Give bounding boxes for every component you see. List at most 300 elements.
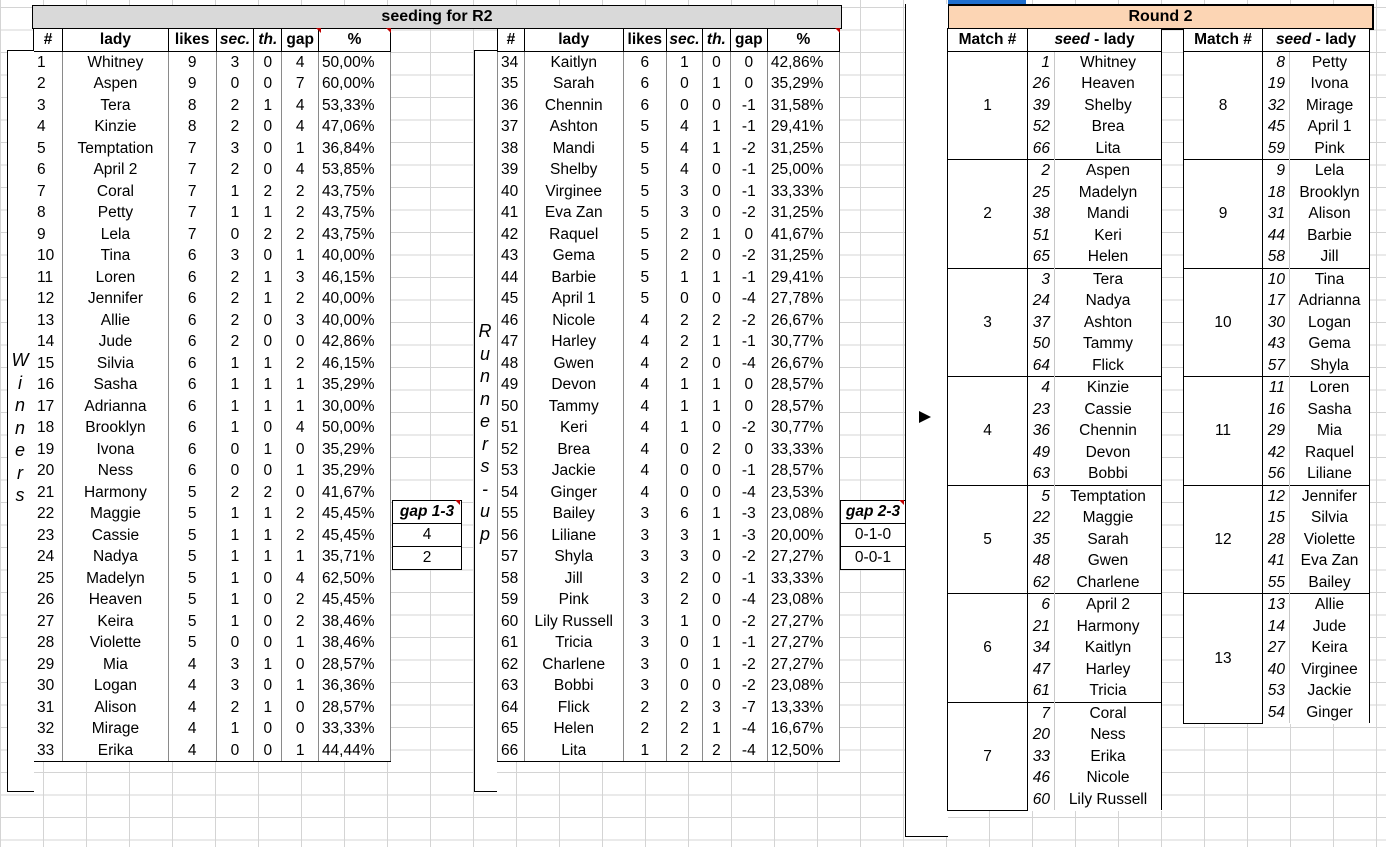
table-cell[interactable]: 66 xyxy=(498,740,525,762)
table-cell[interactable]: 5 xyxy=(623,267,666,289)
seed-number[interactable]: 41 xyxy=(1263,550,1290,572)
table-cell[interactable]: 4 xyxy=(34,116,63,138)
table-cell[interactable]: 34 xyxy=(498,51,525,73)
table-cell[interactable]: 33,33% xyxy=(767,568,839,590)
table-cell[interactable]: 0 xyxy=(282,482,319,504)
table-cell[interactable]: 1 xyxy=(666,396,702,418)
seed-number[interactable]: 12 xyxy=(1263,485,1290,507)
table-cell[interactable]: 38,46% xyxy=(318,611,390,633)
table-cell[interactable]: 17 xyxy=(34,396,63,418)
table-cell[interactable]: 4 xyxy=(623,353,666,375)
table-cell[interactable]: 35 xyxy=(498,73,525,95)
table-cell[interactable]: 2 xyxy=(282,288,319,310)
table-cell[interactable]: -4 xyxy=(730,353,767,375)
lady-name[interactable]: Ashton xyxy=(1055,312,1162,334)
table-cell[interactable]: 6 xyxy=(666,503,702,525)
table-cell[interactable]: 0 xyxy=(254,460,282,482)
table-cell[interactable]: 5 xyxy=(623,181,666,203)
table-cell[interactable]: 0 xyxy=(666,632,702,654)
lady-name[interactable]: Pink xyxy=(1290,138,1370,160)
lady-name[interactable]: Erika xyxy=(1055,746,1162,768)
table-cell[interactable]: 7 xyxy=(168,224,216,246)
table-cell[interactable]: 4 xyxy=(623,374,666,396)
table-cell[interactable]: Heaven xyxy=(63,589,168,611)
table-cell[interactable]: 5 xyxy=(168,546,216,568)
table-cell[interactable]: 6 xyxy=(168,460,216,482)
table-cell[interactable]: 3 xyxy=(666,202,702,224)
table-cell[interactable]: Allie xyxy=(63,310,168,332)
table-cell[interactable]: Bailey xyxy=(524,503,623,525)
table-cell[interactable]: 1 xyxy=(254,353,282,375)
table-cell[interactable]: 6 xyxy=(168,267,216,289)
table-cell[interactable]: 0 xyxy=(216,224,254,246)
table-cell[interactable]: 5 xyxy=(623,288,666,310)
table-cell[interactable]: 41,67% xyxy=(318,482,390,504)
seed-number[interactable]: 11 xyxy=(1263,377,1290,399)
table-cell[interactable]: 3 xyxy=(666,546,702,568)
table-cell[interactable]: 3 xyxy=(623,675,666,697)
table-cell[interactable]: Ivona xyxy=(63,439,168,461)
table-cell[interactable]: 56 xyxy=(498,525,525,547)
table-cell[interactable]: 1 xyxy=(702,503,730,525)
table-cell[interactable]: 23,08% xyxy=(767,503,839,525)
table-cell[interactable]: 28,57% xyxy=(318,654,390,676)
table-cell[interactable]: Tammy xyxy=(524,396,623,418)
lady-name[interactable]: April 1 xyxy=(1290,116,1370,138)
table-cell[interactable]: 51 xyxy=(498,417,525,439)
table-cell[interactable]: Ginger xyxy=(524,482,623,504)
table-cell[interactable]: 0 xyxy=(702,568,730,590)
seed-number[interactable]: 1 xyxy=(1028,51,1055,73)
lady-name[interactable]: Charlene xyxy=(1055,572,1162,594)
table-cell[interactable]: 1 xyxy=(216,396,254,418)
table-cell[interactable]: 1 xyxy=(666,51,702,73)
seed-number[interactable]: 23 xyxy=(1028,399,1055,421)
seed-number[interactable]: 46 xyxy=(1028,767,1055,789)
table-cell[interactable]: 65 xyxy=(498,718,525,740)
seed-number[interactable]: 35 xyxy=(1028,529,1055,551)
table-cell[interactable]: 46 xyxy=(498,310,525,332)
lady-name[interactable]: Mandi xyxy=(1055,203,1162,225)
table-cell[interactable]: 35,29% xyxy=(318,460,390,482)
table-cell[interactable]: 1 xyxy=(282,546,319,568)
table-cell[interactable]: 63 xyxy=(498,675,525,697)
table-cell[interactable]: 4 xyxy=(623,396,666,418)
table-cell[interactable]: Ness xyxy=(63,460,168,482)
lady-name[interactable]: Devon xyxy=(1055,442,1162,464)
table-cell[interactable]: April 2 xyxy=(63,159,168,181)
seed-number[interactable]: 49 xyxy=(1028,442,1055,464)
lady-name[interactable]: Lela xyxy=(1290,160,1370,182)
table-cell[interactable]: 4 xyxy=(168,675,216,697)
table-cell[interactable]: 0 xyxy=(666,439,702,461)
seed-number[interactable]: 56 xyxy=(1263,463,1290,485)
table-cell[interactable]: Gwen xyxy=(524,353,623,375)
table-cell[interactable]: 16,67% xyxy=(767,718,839,740)
seed-number[interactable]: 13 xyxy=(1263,594,1290,616)
table-cell[interactable]: 5 xyxy=(168,589,216,611)
seed-number[interactable]: 2 xyxy=(1028,160,1055,182)
table-cell[interactable]: -1 xyxy=(730,181,767,203)
table-cell[interactable]: 0 xyxy=(702,460,730,482)
seed-number[interactable]: 66 xyxy=(1028,138,1055,160)
lady-name[interactable]: Lita xyxy=(1055,138,1162,160)
table-cell[interactable]: 2 xyxy=(666,697,702,719)
table-cell[interactable]: 1 xyxy=(254,202,282,224)
table-cell[interactable]: 1 xyxy=(34,51,63,73)
table-cell[interactable]: -2 xyxy=(730,611,767,633)
table-cell[interactable]: 0 xyxy=(702,353,730,375)
table-cell[interactable]: 2 xyxy=(666,353,702,375)
table-cell[interactable]: 1 xyxy=(282,374,319,396)
lady-name[interactable]: Ginger xyxy=(1290,702,1370,724)
table-cell[interactable]: 39 xyxy=(498,159,525,181)
table-cell[interactable]: 2 xyxy=(216,267,254,289)
table-cell[interactable]: Maggie xyxy=(63,503,168,525)
table-cell[interactable]: 4 xyxy=(623,331,666,353)
lady-name[interactable]: Flick xyxy=(1055,355,1162,377)
table-cell[interactable]: Harley xyxy=(524,331,623,353)
table-cell[interactable]: 8 xyxy=(168,95,216,117)
table-cell[interactable]: 0 xyxy=(254,718,282,740)
table-cell[interactable]: 2 xyxy=(702,310,730,332)
table-cell[interactable]: 5 xyxy=(168,632,216,654)
table-cell[interactable]: 0 xyxy=(702,159,730,181)
lady-name[interactable]: Violette xyxy=(1290,529,1370,551)
table-cell[interactable]: 1 xyxy=(216,546,254,568)
lady-name[interactable]: Tina xyxy=(1290,268,1370,290)
table-cell[interactable]: 3 xyxy=(666,181,702,203)
table-cell[interactable]: 15 xyxy=(34,353,63,375)
table-cell[interactable]: 27,27% xyxy=(767,611,839,633)
lady-name[interactable]: Virginee xyxy=(1290,659,1370,681)
table-cell[interactable]: Lily Russell xyxy=(524,611,623,633)
table-cell[interactable]: 9 xyxy=(34,224,63,246)
seed-number[interactable]: 40 xyxy=(1263,659,1290,681)
table-cell[interactable]: -2 xyxy=(730,202,767,224)
table-cell[interactable]: 3 xyxy=(623,589,666,611)
table-cell[interactable]: 0 xyxy=(254,116,282,138)
table-cell[interactable]: 11 xyxy=(34,267,63,289)
table-cell[interactable]: 1 xyxy=(254,267,282,289)
table-cell[interactable]: 2 xyxy=(254,181,282,203)
table-cell[interactable]: 0 xyxy=(666,460,702,482)
table-cell[interactable]: Loren xyxy=(63,267,168,289)
table-cell[interactable]: Lita xyxy=(524,740,623,762)
table-cell[interactable]: 1 xyxy=(216,202,254,224)
table-cell[interactable]: 50,00% xyxy=(318,51,390,73)
seed-number[interactable]: 44 xyxy=(1263,225,1290,247)
table-cell[interactable]: 6 xyxy=(623,73,666,95)
table-cell[interactable]: 1 xyxy=(702,224,730,246)
table-cell[interactable]: 1 xyxy=(702,331,730,353)
table-cell[interactable]: 9 xyxy=(168,73,216,95)
table-cell[interactable]: -1 xyxy=(730,632,767,654)
table-cell[interactable]: Pink xyxy=(524,589,623,611)
table-cell[interactable]: 1 xyxy=(216,611,254,633)
table-cell[interactable]: 1 xyxy=(216,568,254,590)
table-cell[interactable]: 55 xyxy=(498,503,525,525)
table-cell[interactable]: 2 xyxy=(666,740,702,762)
lady-name[interactable]: Keira xyxy=(1290,637,1370,659)
table-cell[interactable]: Eva Zan xyxy=(524,202,623,224)
table-cell[interactable]: 7 xyxy=(34,181,63,203)
seed-number[interactable]: 6 xyxy=(1028,594,1055,616)
table-cell[interactable]: 3 xyxy=(216,138,254,160)
table-cell[interactable]: 0 xyxy=(730,374,767,396)
table-cell[interactable]: 1 xyxy=(254,546,282,568)
seed-number[interactable]: 64 xyxy=(1028,355,1055,377)
table-cell[interactable]: 40,00% xyxy=(318,245,390,267)
table-cell[interactable]: 6 xyxy=(623,95,666,117)
table-cell[interactable]: 3 xyxy=(666,525,702,547)
table-cell[interactable]: 1 xyxy=(282,245,319,267)
match-number[interactable]: 7 xyxy=(948,702,1028,810)
table-cell[interactable]: 0 xyxy=(702,181,730,203)
table-cell[interactable]: 1 xyxy=(254,95,282,117)
table-cell[interactable]: 43,75% xyxy=(318,202,390,224)
table-cell[interactable]: 2 xyxy=(666,568,702,590)
table-cell[interactable]: 0 xyxy=(216,632,254,654)
table-cell[interactable]: 30,77% xyxy=(767,417,839,439)
table-cell[interactable]: 29 xyxy=(34,654,63,676)
lady-name[interactable]: Tammy xyxy=(1055,333,1162,355)
table-cell[interactable]: 30,00% xyxy=(318,396,390,418)
table-cell[interactable]: 0 xyxy=(702,202,730,224)
seed-number[interactable]: 21 xyxy=(1028,616,1055,638)
lady-name[interactable]: Tera xyxy=(1055,268,1162,290)
table-cell[interactable]: 0 xyxy=(702,417,730,439)
table-cell[interactable]: 1 xyxy=(623,740,666,762)
table-cell[interactable]: 2 xyxy=(254,482,282,504)
table-cell[interactable]: 48 xyxy=(498,353,525,375)
lady-name[interactable]: Jill xyxy=(1290,246,1370,268)
table-cell[interactable]: -1 xyxy=(730,331,767,353)
table-cell[interactable]: 3 xyxy=(623,525,666,547)
table-cell[interactable]: 36 xyxy=(498,95,525,117)
table-cell[interactable]: Flick xyxy=(524,697,623,719)
table-cell[interactable]: 42,86% xyxy=(318,331,390,353)
table-cell[interactable]: 59 xyxy=(498,589,525,611)
table-cell[interactable]: 1 xyxy=(254,525,282,547)
table-cell[interactable]: 5 xyxy=(168,611,216,633)
table-cell[interactable]: Helen xyxy=(524,718,623,740)
seed-number[interactable]: 30 xyxy=(1263,312,1290,334)
table-cell[interactable]: 3 xyxy=(623,503,666,525)
seed-number[interactable]: 58 xyxy=(1263,246,1290,268)
lady-name[interactable]: Adrianna xyxy=(1290,290,1370,312)
table-cell[interactable]: 4 xyxy=(168,718,216,740)
table-cell[interactable]: 5 xyxy=(168,482,216,504)
lady-name[interactable]: Liliane xyxy=(1290,463,1370,485)
table-cell[interactable]: Chennin xyxy=(524,95,623,117)
table-cell[interactable]: Petty xyxy=(63,202,168,224)
table-cell[interactable]: 16 xyxy=(34,374,63,396)
seed-number[interactable]: 55 xyxy=(1263,572,1290,594)
table-cell[interactable]: 1 xyxy=(254,439,282,461)
table-cell[interactable]: 31 xyxy=(34,697,63,719)
table-cell[interactable]: 2 xyxy=(282,181,319,203)
table-cell[interactable]: Brooklyn xyxy=(63,417,168,439)
table-cell[interactable]: Violette xyxy=(63,632,168,654)
table-cell[interactable]: 0 xyxy=(702,482,730,504)
table-cell[interactable]: 29,41% xyxy=(767,116,839,138)
table-cell[interactable]: Bobbi xyxy=(524,675,623,697)
table-cell[interactable]: 7 xyxy=(168,138,216,160)
table-cell[interactable]: Brea xyxy=(524,439,623,461)
lady-name[interactable]: Kaitlyn xyxy=(1055,637,1162,659)
table-cell[interactable]: 24 xyxy=(34,546,63,568)
seed-number[interactable]: 8 xyxy=(1263,51,1290,73)
seed-number[interactable]: 33 xyxy=(1028,746,1055,768)
table-cell[interactable]: 27 xyxy=(34,611,63,633)
table-cell[interactable]: 0 xyxy=(282,697,319,719)
table-cell[interactable]: 1 xyxy=(702,632,730,654)
table-cell[interactable]: 6 xyxy=(168,353,216,375)
table-cell[interactable]: 4 xyxy=(623,417,666,439)
table-cell[interactable]: Lela xyxy=(63,224,168,246)
table-cell[interactable]: 2 xyxy=(216,482,254,504)
table-cell[interactable]: 2 xyxy=(282,503,319,525)
table-cell[interactable]: 30 xyxy=(34,675,63,697)
table-cell[interactable]: 0 xyxy=(666,482,702,504)
table-cell[interactable]: 0 xyxy=(702,589,730,611)
table-cell[interactable]: 0 xyxy=(282,654,319,676)
table-cell[interactable]: 26 xyxy=(34,589,63,611)
seed-number[interactable]: 59 xyxy=(1263,138,1290,160)
table-cell[interactable]: 28,57% xyxy=(767,460,839,482)
table-cell[interactable]: 46,15% xyxy=(318,267,390,289)
table-cell[interactable]: 0 xyxy=(730,224,767,246)
table-cell[interactable]: 7 xyxy=(168,159,216,181)
lady-name[interactable]: Shelby xyxy=(1055,95,1162,117)
match-number[interactable]: 10 xyxy=(1184,268,1263,377)
seed-number[interactable]: 3 xyxy=(1028,268,1055,290)
lady-name[interactable]: Raquel xyxy=(1290,442,1370,464)
lady-name[interactable]: Jackie xyxy=(1290,680,1370,702)
seed-number[interactable]: 53 xyxy=(1263,680,1290,702)
table-cell[interactable]: 4 xyxy=(282,116,319,138)
table-cell[interactable]: 31,25% xyxy=(767,202,839,224)
table-cell[interactable]: 4 xyxy=(666,159,702,181)
table-cell[interactable]: 0 xyxy=(216,73,254,95)
table-cell[interactable]: 0 xyxy=(254,310,282,332)
table-cell[interactable]: 2 xyxy=(282,202,319,224)
lady-name[interactable]: Ness xyxy=(1055,724,1162,746)
table-cell[interactable]: 35,29% xyxy=(318,374,390,396)
table-cell[interactable]: 3 xyxy=(623,546,666,568)
seed-number[interactable]: 20 xyxy=(1028,724,1055,746)
table-cell[interactable]: 2 xyxy=(282,589,319,611)
table-cell[interactable]: 45 xyxy=(498,288,525,310)
table-cell[interactable]: 0 xyxy=(254,138,282,160)
lady-name[interactable]: Loren xyxy=(1290,377,1370,399)
seed-number[interactable]: 51 xyxy=(1028,225,1055,247)
lady-name[interactable]: Tricia xyxy=(1055,680,1162,702)
table-cell[interactable]: 27,27% xyxy=(767,546,839,568)
table-cell[interactable]: 25 xyxy=(34,568,63,590)
table-cell[interactable]: 5 xyxy=(623,116,666,138)
seed-number[interactable]: 32 xyxy=(1263,95,1290,117)
lady-name[interactable]: Harmony xyxy=(1055,616,1162,638)
table-cell[interactable]: 0 xyxy=(702,288,730,310)
table-cell[interactable]: -1 xyxy=(730,116,767,138)
table-cell[interactable]: Keri xyxy=(524,417,623,439)
table-cell[interactable]: 47,06% xyxy=(318,116,390,138)
table-cell[interactable]: Jackie xyxy=(524,460,623,482)
table-cell[interactable]: 2 xyxy=(216,159,254,181)
table-cell[interactable]: -2 xyxy=(730,675,767,697)
table-cell[interactable]: 2 xyxy=(254,224,282,246)
table-cell[interactable]: Coral xyxy=(63,181,168,203)
seed-number[interactable]: 42 xyxy=(1263,442,1290,464)
seed-number[interactable]: 31 xyxy=(1263,203,1290,225)
table-cell[interactable]: 28,57% xyxy=(767,374,839,396)
table-cell[interactable]: Alison xyxy=(63,697,168,719)
table-cell[interactable]: 9 xyxy=(168,51,216,73)
table-cell[interactable]: 1 xyxy=(254,288,282,310)
table-cell[interactable]: 30,77% xyxy=(767,331,839,353)
seed-number[interactable]: 52 xyxy=(1028,116,1055,138)
table-cell[interactable]: 3 xyxy=(623,611,666,633)
table-cell[interactable]: 62,50% xyxy=(318,568,390,590)
seed-number[interactable]: 60 xyxy=(1028,789,1055,811)
table-cell[interactable]: Mandi xyxy=(524,138,623,160)
table-cell[interactable]: 4 xyxy=(623,460,666,482)
table-cell[interactable]: 0 xyxy=(216,439,254,461)
table-cell[interactable]: -1 xyxy=(730,460,767,482)
table-cell[interactable]: 0 xyxy=(254,417,282,439)
table-cell[interactable]: Raquel xyxy=(524,224,623,246)
table-cell[interactable]: 47 xyxy=(498,331,525,353)
seed-number[interactable]: 62 xyxy=(1028,572,1055,594)
seed-number[interactable]: 63 xyxy=(1028,463,1055,485)
lady-name[interactable]: Petty xyxy=(1290,51,1370,73)
table-cell[interactable]: 1 xyxy=(666,417,702,439)
table-cell[interactable]: 5 xyxy=(168,525,216,547)
table-cell[interactable]: 61 xyxy=(498,632,525,654)
table-cell[interactable]: -4 xyxy=(730,288,767,310)
lady-name[interactable]: Helen xyxy=(1055,246,1162,268)
match-number[interactable]: 13 xyxy=(1184,594,1263,724)
table-cell[interactable]: Whitney xyxy=(63,51,168,73)
table-cell[interactable]: 36,36% xyxy=(318,675,390,697)
table-cell[interactable]: 33,33% xyxy=(767,439,839,461)
table-cell[interactable]: 1 xyxy=(702,138,730,160)
table-cell[interactable]: Logan xyxy=(63,675,168,697)
table-cell[interactable]: 26,67% xyxy=(767,353,839,375)
table-cell[interactable]: 1 xyxy=(254,654,282,676)
seed-number[interactable]: 61 xyxy=(1028,680,1055,702)
table-cell[interactable]: 0 xyxy=(254,632,282,654)
table-cell[interactable]: 1 xyxy=(282,675,319,697)
table-cell[interactable]: 2 xyxy=(666,718,702,740)
lady-name[interactable]: Bobbi xyxy=(1055,463,1162,485)
table-cell[interactable]: 3 xyxy=(216,245,254,267)
table-cell[interactable]: 31,58% xyxy=(767,95,839,117)
table-cell[interactable]: 14 xyxy=(34,331,63,353)
lady-name[interactable]: Coral xyxy=(1055,702,1162,724)
seed-number[interactable]: 54 xyxy=(1263,702,1290,724)
table-cell[interactable]: -4 xyxy=(730,718,767,740)
table-cell[interactable]: 31,25% xyxy=(767,138,839,160)
table-cell[interactable]: 4 xyxy=(666,138,702,160)
table-cell[interactable]: 28,57% xyxy=(767,396,839,418)
seed-number[interactable]: 38 xyxy=(1028,203,1055,225)
table-cell[interactable]: 35,29% xyxy=(318,439,390,461)
table-cell[interactable]: 26,67% xyxy=(767,310,839,332)
seed-number[interactable]: 50 xyxy=(1028,333,1055,355)
